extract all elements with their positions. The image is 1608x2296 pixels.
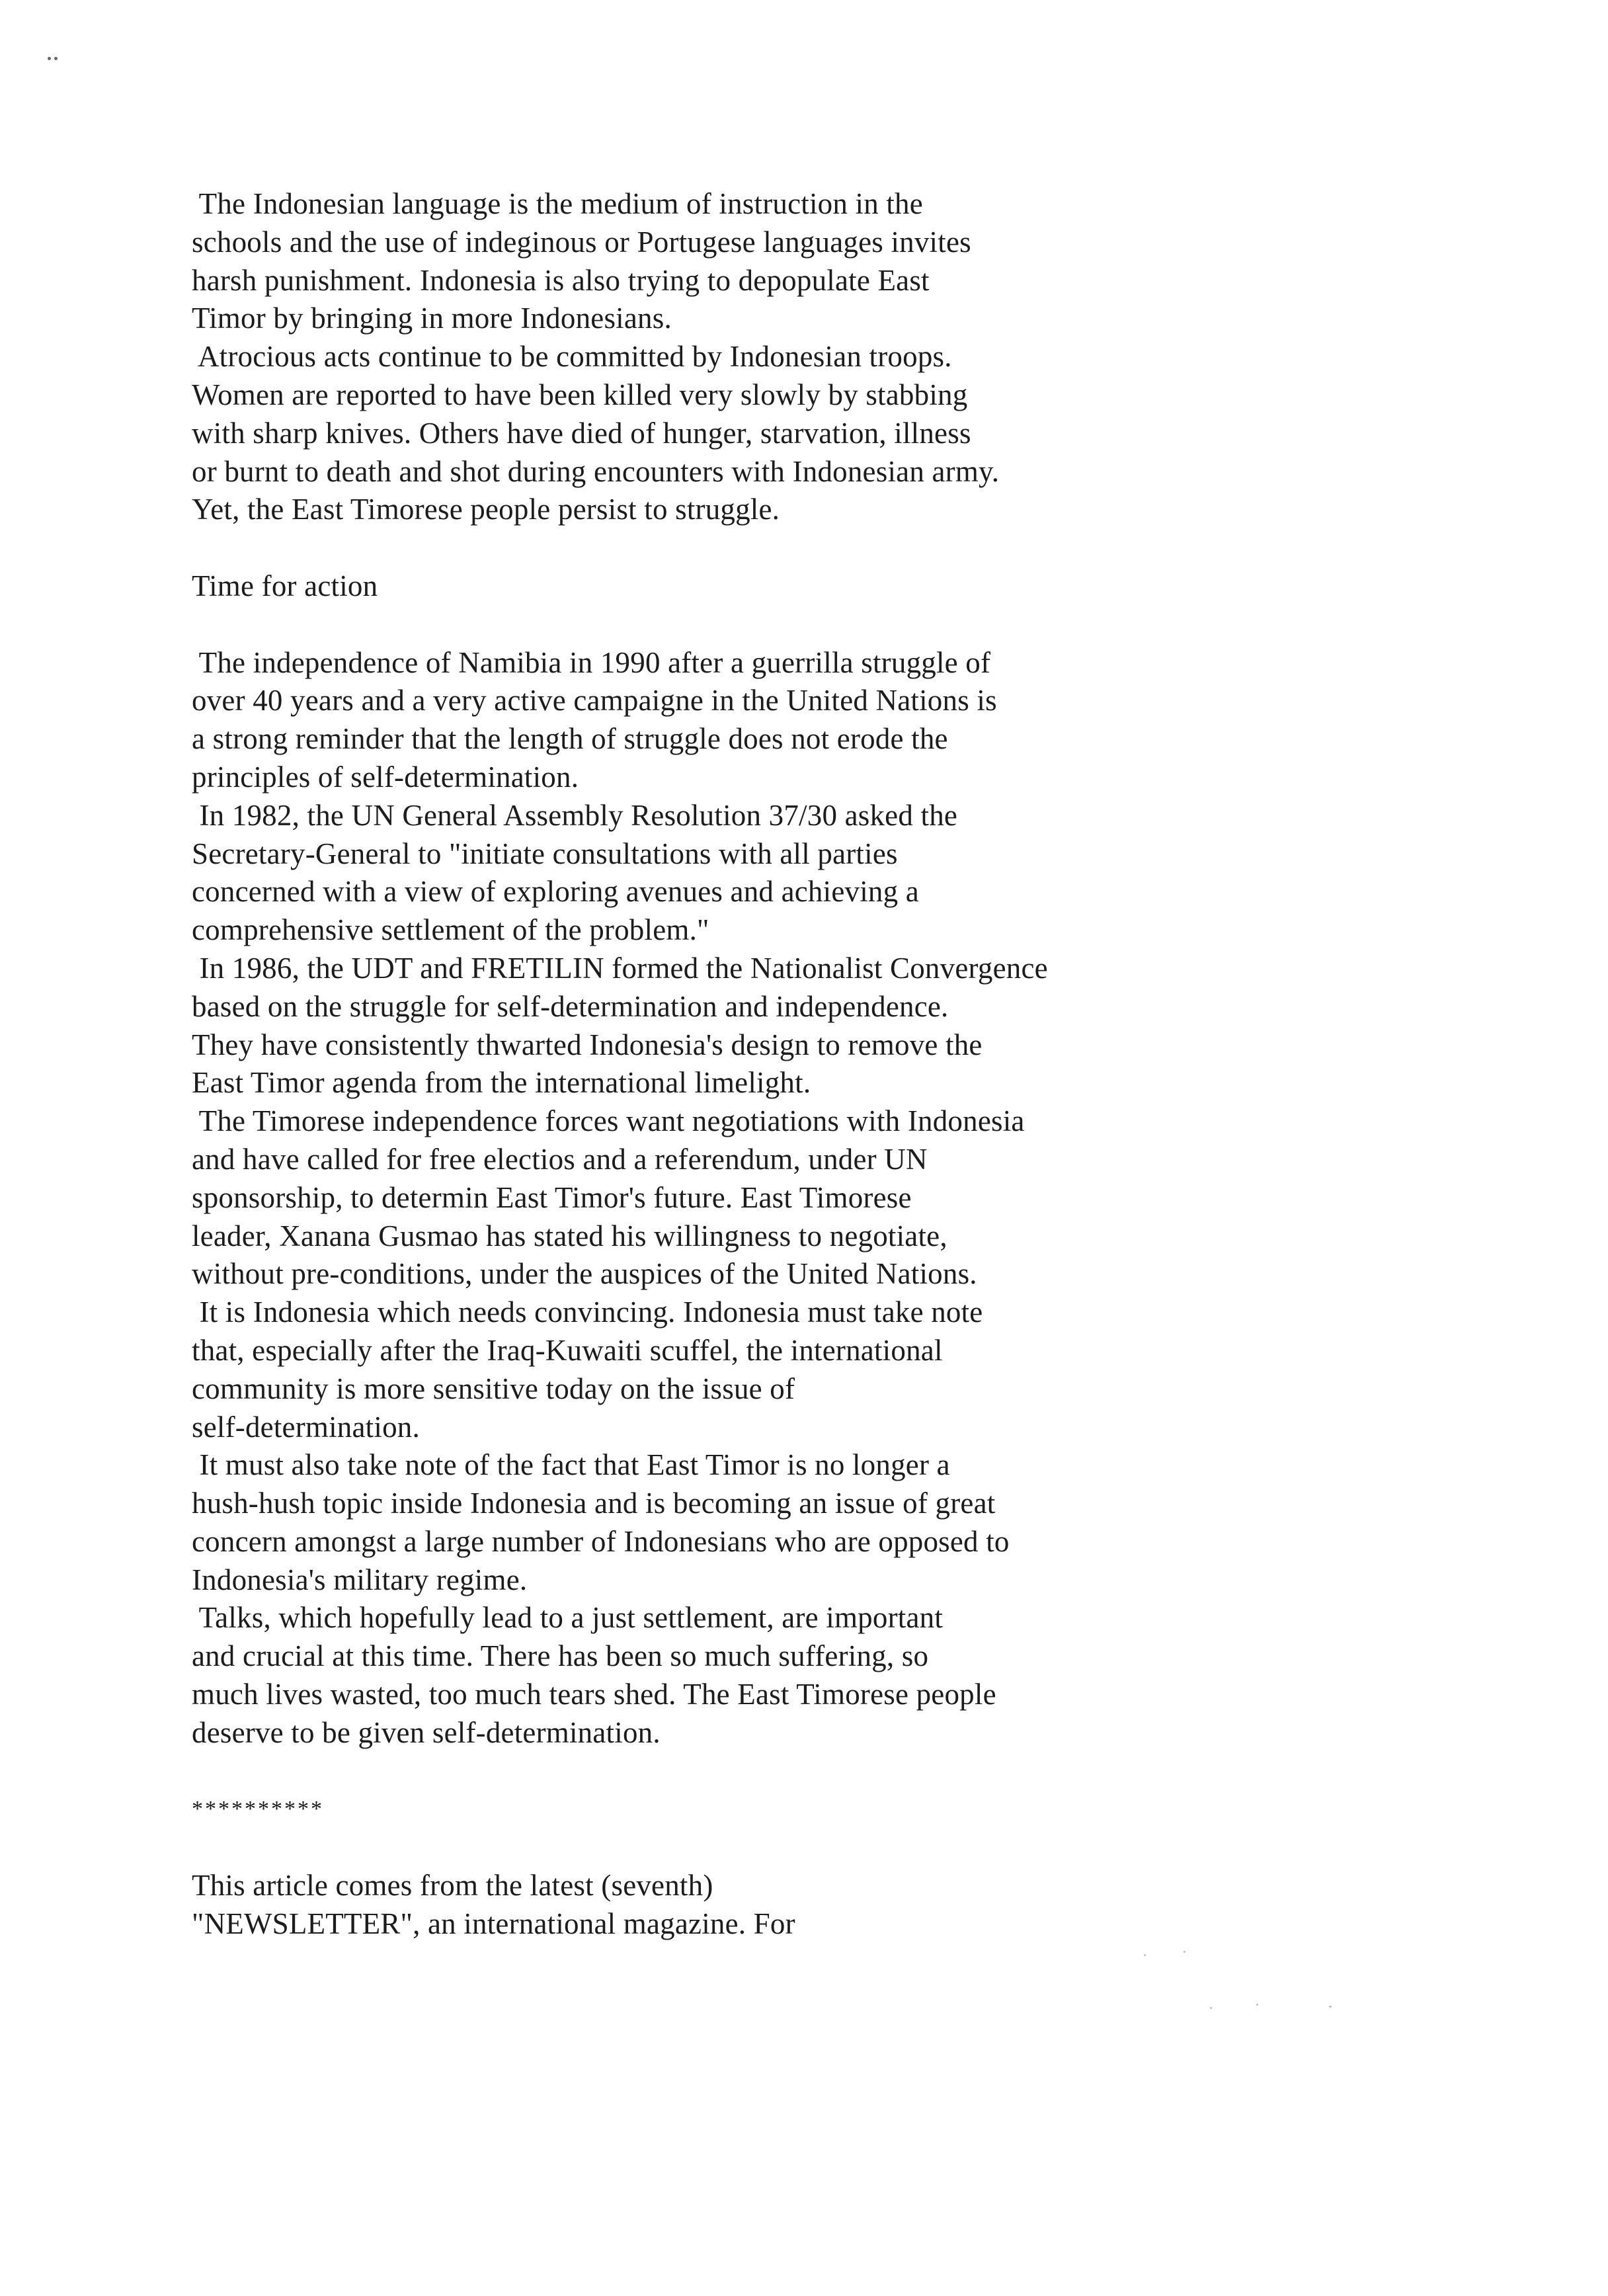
text-line: leader, Xanana Gusmao has stated his willingness to negotiate,: [192, 1219, 947, 1252]
text-line: harsh punishment. Indonesia is also trying to depopulate East: [192, 263, 930, 297]
text-line: or burnt to death and shot during encounters with Indonesian army.: [192, 454, 1000, 488]
text-line: and crucial at this time. There has been so much suffering, so: [192, 1639, 929, 1673]
text-line: Secretary-General to "initiate consultations with all parties: [192, 837, 898, 870]
text-line: Indonesia's military regime.: [192, 1563, 528, 1596]
footer-note: [192, 1867, 1250, 1944]
text-line: with sharp knives. Others have died of hunger, starvation, illness: [192, 416, 971, 450]
text-line: community is more sensitive today on the issue of: [192, 1372, 795, 1405]
section-heading: Time for action: [192, 569, 378, 602]
text-line: It is Indonesia which needs convincing. Indonesia must take note: [192, 1295, 983, 1329]
article-text: [192, 185, 1250, 1944]
text-line: Yet, the East Timorese people persist to struggle.: [192, 493, 780, 526]
text-line: They have consistently thwarted Indonesia's design to remove the: [192, 1028, 983, 1061]
text-line: In 1982, the UN General Assembly Resolution 37/30 asked the: [192, 798, 958, 832]
text-line: In 1986, the UDT and FRETILIN formed the Nationalist Convergence: [192, 951, 1048, 985]
text-line: Atrocious acts continue to be committed by Indonesian troops.: [192, 340, 952, 374]
text-line: concerned with a view of exploring avenues and achieving a: [192, 875, 919, 909]
text-line: based on the struggle for self-determination and independence.: [192, 989, 949, 1023]
text-line: without pre-conditions, under the auspices of the United Nations.: [192, 1257, 977, 1291]
text-line: "NEWSLETTER", an international magazine. For: [192, 1906, 795, 1940]
text-line: The Timorese independence forces want negotiations with Indonesia: [192, 1104, 1025, 1138]
text-line: The independence of Namibia in 1990 after a guerrilla struggle of: [192, 645, 991, 679]
scan-speck: [1184, 1951, 1186, 1953]
text-line: hush-hush topic inside Indonesia and is becoming an issue of great: [192, 1487, 996, 1520]
scan-speck: [1329, 2006, 1332, 2008]
text-line: The Indonesian language is the medium of instruction in the: [192, 187, 923, 220]
scan-speck: [1210, 2007, 1212, 2009]
text-line: over 40 years and a very active campaigne in the United Nations is: [192, 684, 997, 718]
text-line: It must also take note of the fact that East Timor is no longer a: [192, 1448, 950, 1482]
spacer: [192, 1828, 1250, 1867]
separator: **********: [192, 1797, 324, 1822]
text-line: Talks, which hopefully lead to a just settlement, are important: [192, 1601, 944, 1635]
body-paragraphs: [192, 644, 1250, 1752]
spacer: [192, 529, 1250, 567]
text-line: principles of self-determination.: [192, 760, 579, 794]
text-line: self-determination.: [192, 1410, 420, 1444]
text-line: concern amongst a large number of Indonesians who are opposed to: [192, 1524, 1010, 1558]
text-line: and have called for free electios and a referendum, under UN: [192, 1142, 928, 1176]
text-line: much lives wasted, too much tears shed. The East Timorese people: [192, 1678, 996, 1711]
spacer: [192, 606, 1250, 644]
intro-paragraphs: [192, 185, 1250, 529]
text-line: deserve to be given self-determination.: [192, 1715, 661, 1749]
text-line: East Timor agenda from the international limelight.: [192, 1066, 811, 1100]
text-line: comprehensive settlement of the problem.": [192, 913, 709, 947]
text-line: Women are reported to have been killed very slowly by stabbing: [192, 378, 968, 411]
text-line: sponsorship, to determin East Timor's future. East Timorese: [192, 1180, 912, 1214]
scan-speck: [54, 57, 58, 60]
text-line: This article comes from the latest (seventh): [192, 1869, 713, 1903]
scan-speck: [1144, 1954, 1146, 1956]
text-line: Timor by bringing in more Indonesians.: [192, 302, 672, 335]
scan-speck: [1256, 2004, 1258, 2006]
text-line: that, especially after the Iraq-Kuwaiti scuffel, the international: [192, 1333, 943, 1367]
spacer: [192, 1752, 1250, 1791]
scan-speck: [48, 57, 51, 60]
text-line: a strong reminder that the length of struggle does not erode the: [192, 722, 948, 756]
text-line: schools and the use of indeginous or Portugese languages invites: [192, 225, 971, 259]
